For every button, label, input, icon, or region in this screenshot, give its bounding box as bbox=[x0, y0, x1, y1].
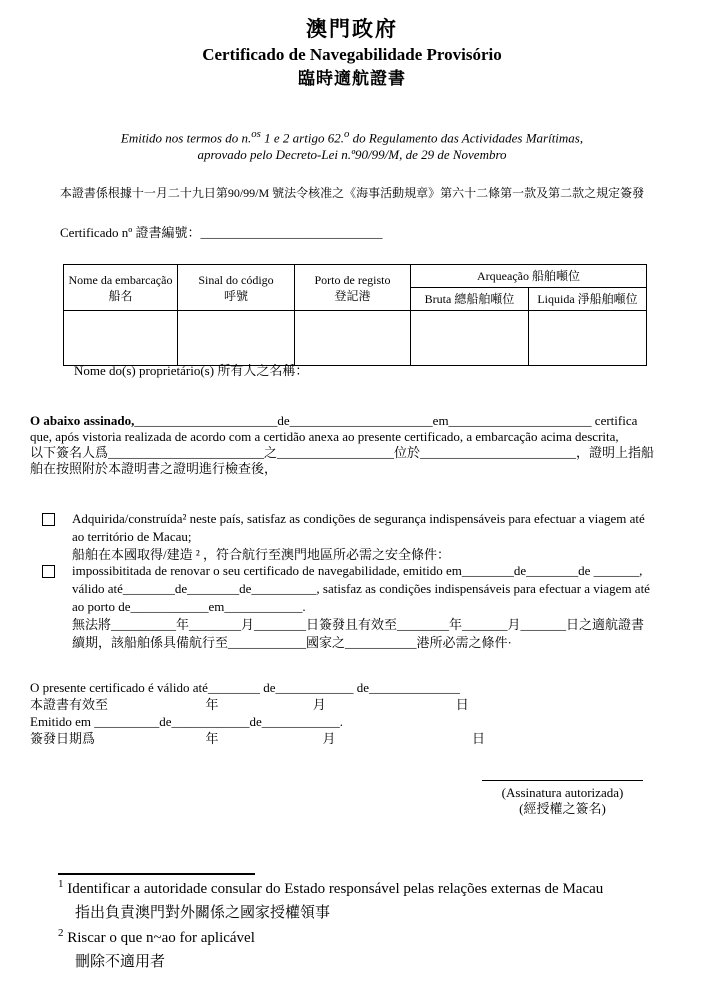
signature-label-cn: (經授權之簽名) bbox=[519, 801, 606, 816]
owner-name-line: Nome do(s) proprietário(s) 所有人之名稱： bbox=[74, 363, 309, 378]
vessel-table-wrap bbox=[63, 264, 647, 366]
cell-port-of-registry[interactable] bbox=[295, 311, 411, 366]
cell-call-sign[interactable] bbox=[178, 311, 295, 366]
issued-pt-line: Emitido em __________de____________de____________. bbox=[30, 714, 344, 729]
certificate-title-pt: Certificado de Navegabilidade Provisório bbox=[202, 45, 502, 64]
legal-basis-pt-line1: Emitido nos termos do n.$^{os}$ 1 e 2 artigo 62.$^o$ do Regulamento das Actividades Marítimas, bbox=[120, 128, 584, 146]
signature-block bbox=[455, 780, 670, 817]
footnote-1-cn: 指出負責澳門對外關係之國家授權領事 bbox=[75, 905, 331, 921]
declaration-line3: 以下簽名人爲________________________之__________________位於________________________，證明上指船 bbox=[30, 445, 655, 460]
col-header-gross-tonnage: Bruta 總船舶噸位 bbox=[411, 288, 529, 311]
declaration-line1: O abaixo assinado,______________________de______________________em______________________ certifica bbox=[30, 413, 638, 428]
signature-line[interactable] bbox=[482, 780, 643, 781]
validity-pt-line: O presente certificado é válido até________ de____________ de______________ bbox=[30, 680, 460, 695]
cell-vessel-name[interactable] bbox=[64, 311, 178, 366]
certificate-title-cn: 臨時適航證書 bbox=[298, 69, 406, 88]
condition-2-text: impossibititada de renovar o seu certificado de navegabilidade, emitido em________de________de _______, válido até________de________de__________, satisfaz as condições indispensáveis para efectuar a viagem até ao porto de____________em____________. 無法將__________年________月________日簽發且有效至________年_______月_______日之適航證書 續期，該船舶係具備航行至____________國家之___________港所必需之條件· bbox=[72, 563, 650, 650]
legal-basis-pt bbox=[0, 126, 704, 163]
condition-1-checkbox[interactable] bbox=[42, 513, 55, 526]
validity-cn-line: 本證書有效至 年 月 日 bbox=[30, 697, 469, 712]
col-header-call-sign: Sinal do código 呼號 bbox=[178, 265, 295, 311]
certificate-number-line bbox=[60, 222, 383, 241]
footnote-1-marker: 1 bbox=[58, 878, 64, 890]
signature-label-pt: (Assinatura autorizada) bbox=[501, 785, 624, 800]
condition-1-text: Adquirida/construída² neste país, satisfaz as condições de segurança indispensáveis para efectuar a viagem até ao território de Macau; 船舶在本國取得/建造 ² ，符合航行至澳門地區所必需之安全條件： bbox=[72, 511, 645, 562]
cell-net-tonnage[interactable] bbox=[529, 311, 647, 366]
declaration-paragraph bbox=[30, 413, 676, 477]
col-header-vessel-name: Nome da embarcação 船名 bbox=[64, 265, 178, 311]
footnote-2-marker: 2 bbox=[58, 927, 64, 939]
footnote-2-pt: $^2$ Riscar o que n~ao for aplicável bbox=[58, 927, 255, 946]
vessel-table bbox=[63, 264, 647, 366]
superscript-o: o bbox=[343, 128, 350, 140]
certificate-number-blank[interactable]: ____________________________ bbox=[200, 225, 383, 240]
certificate-number-label: Certificado nº 證書編號： bbox=[60, 225, 201, 240]
footnote-1-pt: $^1$ Identificar a autoridade consular do Estado responsável pelas relações externas de Macau bbox=[58, 878, 604, 897]
legal-basis-pt-line2: aprovado pelo Decreto-Lei n.º90/99/M, de 29 de Novembro bbox=[197, 147, 507, 163]
issued-cn-line: 簽發日期爲 年 月 日 bbox=[30, 731, 486, 746]
declaration-line4: 舶在按照附於本證明書之證明進行檢查後， bbox=[30, 461, 278, 476]
condition-2-checkbox[interactable] bbox=[42, 565, 55, 578]
validity-block bbox=[30, 679, 485, 747]
superscript-os: os bbox=[251, 128, 261, 140]
declaration-lead: O abaixo assinado, bbox=[30, 413, 135, 428]
footnote-2-cn: 刪除不適用者 bbox=[75, 954, 166, 970]
declaration-line2: que, após vistoria realizada de acordo com a certidão anexa ao presente certificado, a embarcação acima descrita, bbox=[30, 429, 619, 444]
col-header-net-tonnage: Liquida 淨船舶噸位 bbox=[529, 288, 647, 311]
col-header-tonnage: Arqueação 船舶噸位 bbox=[411, 265, 647, 288]
col-header-port-of-registry: Porto de registo 登記港 bbox=[295, 265, 411, 311]
cell-gross-tonnage[interactable] bbox=[411, 311, 529, 366]
legal-basis-cn: 本證書係根據十一月二十九日第90/99/M 號法令核准之《海事活動規章》第六十二條第一款及第二款之規定簽發 bbox=[59, 186, 645, 200]
government-title: 澳門政府 bbox=[306, 17, 398, 41]
footnote-divider bbox=[58, 873, 255, 875]
